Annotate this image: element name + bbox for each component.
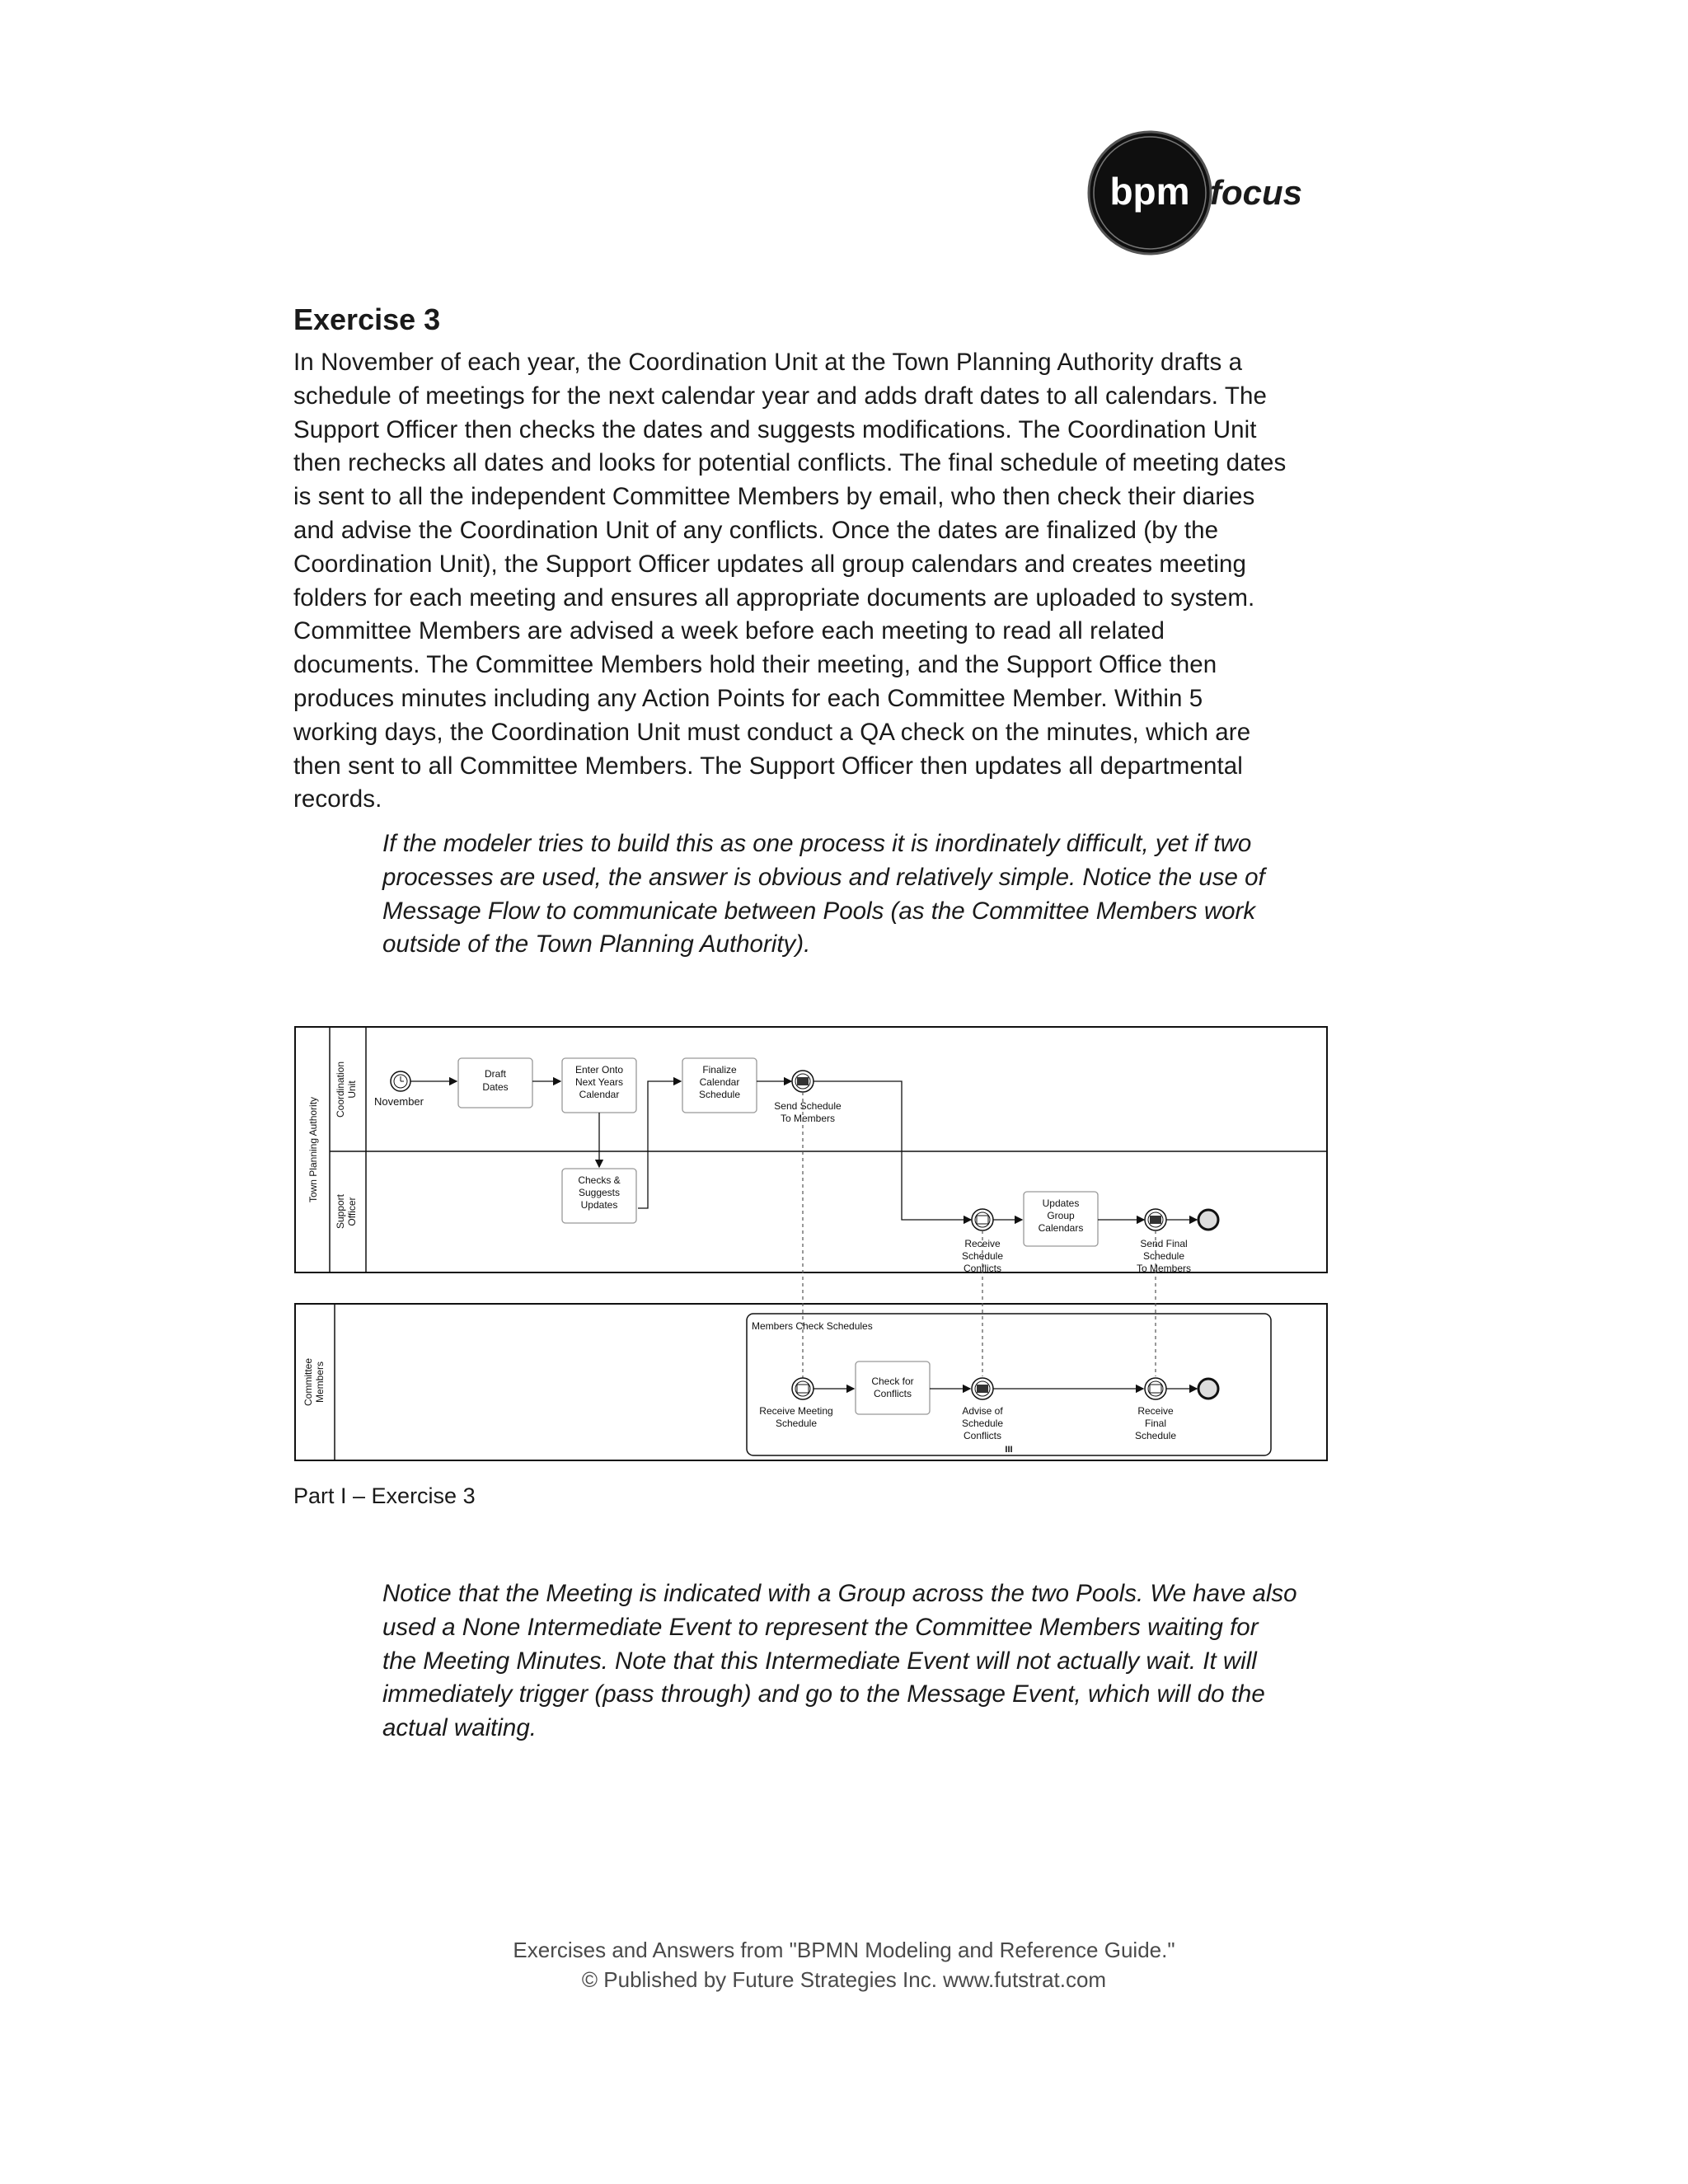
start-timer-event <box>391 1071 410 1091</box>
task-draft-dates-l2: Dates <box>482 1081 509 1093</box>
task-enter-l2: Next Years <box>574 1076 624 1088</box>
modeler-note-line: Message Flow to communicate between Pools (as the Committee Members work <box>382 897 1256 925</box>
task-updates-l1: Updates <box>1042 1197 1080 1209</box>
lane-support-label-1: Support <box>335 1193 346 1230</box>
description-line: then rechecks all dates and looks for potential conflicts. The final schedule of meeting dates <box>293 449 1287 477</box>
description-line: then sent to all Committee Members. The Support Officer then updates all departmental <box>293 752 1243 780</box>
receive-meeting-event <box>792 1378 814 1399</box>
description-line: In November of each year, the Coordination Unit at the Town Planning Authority drafts a <box>293 349 1243 376</box>
task-enter-l1: Enter Onto <box>574 1064 624 1076</box>
description-line: Support Officer then checks the dates and suggests modifications. The Coordination Unit <box>293 415 1257 443</box>
receive-conflicts-l1: Receive <box>964 1238 1001 1249</box>
send-final-l2: Schedule <box>1142 1250 1185 1262</box>
exercise-description <box>293 346 1340 817</box>
pool-cm-label-2: Members <box>314 1361 326 1404</box>
send-final-l3: To Members <box>1136 1263 1192 1274</box>
subprocess-label: Members Check Schedules <box>752 1320 873 1332</box>
pool-town-planning-authority <box>295 1027 1327 1272</box>
send-schedule-l1: Send Schedule <box>774 1100 842 1112</box>
group-note-line: used a None Intermediate Event to represent the Committee Members waiting for <box>382 1613 1259 1641</box>
group-note-line: Notice that the Meeting is indicated with a Group across the two Pools. We have also <box>382 1580 1297 1607</box>
logo-bpm-text: bpm <box>1109 170 1190 213</box>
send-schedule-l2: To Members <box>780 1113 836 1124</box>
description-line: schedule of meetings for the next calendar year and adds draft dates to all calendars. The <box>293 382 1267 410</box>
task-check-conflicts-l1: Check for <box>871 1376 914 1387</box>
receive-final-l3: Schedule <box>1134 1430 1177 1441</box>
description-line: records. <box>293 785 382 813</box>
task-check-conflicts-l2: Conflicts <box>873 1388 912 1399</box>
bpmn-diagram <box>292 1022 1330 1467</box>
receive-conflicts-l3: Conflicts <box>963 1263 1002 1274</box>
advise-l1: Advise of <box>962 1405 1003 1417</box>
task-updates-l2: Group <box>1047 1210 1075 1221</box>
receive-conflicts-l2: Schedule <box>961 1250 1004 1262</box>
figure-caption: Part I – Exercise 3 <box>293 1483 476 1508</box>
description-line: produces minutes including any Action Points for each Committee Member. Within 5 <box>293 684 1203 712</box>
send-final-l1: Send Final <box>1140 1238 1188 1249</box>
description-line: Committee Members are advised a week before each meeting to read all related <box>293 617 1165 645</box>
receive-final-l1: Receive <box>1137 1405 1174 1417</box>
receive-conflicts-event <box>972 1209 993 1230</box>
pool-cm-label-1: Committee <box>302 1357 314 1407</box>
description-line: folders for each meeting and ensures all appropriate documents are uploaded to system. <box>293 583 1255 612</box>
description-line: is sent to all the independent Committee Members by email, who then check their diaries <box>293 483 1255 511</box>
task-checks-l1: Checks & <box>578 1174 621 1186</box>
task-finalize-l3: Schedule <box>698 1089 741 1100</box>
description-line: documents. The Committee Members hold their meeting, and the Support Office then <box>293 651 1217 679</box>
send-schedule-event <box>792 1071 814 1092</box>
task-draft-dates-l1: Draft <box>484 1068 507 1080</box>
receive-final-event <box>1145 1378 1166 1399</box>
task-enter-l3: Calendar <box>579 1089 620 1100</box>
footer-line-1: Exercises and Answers from "BPMN Modeling and Reference Guide." <box>513 1938 1175 1962</box>
task-updates-l3: Calendars <box>1038 1222 1084 1234</box>
pool-tpa-label: Town Planning Authority <box>307 1096 319 1203</box>
description-line: working days, the Coordination Unit must conduct a QA check on the minutes, which are <box>293 718 1251 746</box>
task-checks-l2: Suggests <box>578 1187 621 1198</box>
november-label: November <box>374 1095 424 1108</box>
task-finalize-l2: Calendar <box>699 1076 740 1088</box>
advise-l3: Conflicts <box>963 1430 1002 1441</box>
send-final-event <box>1145 1209 1166 1230</box>
task-finalize-l1: Finalize <box>702 1064 737 1076</box>
end-event-cm <box>1198 1379 1218 1399</box>
receive-meeting-l1: Receive Meeting <box>759 1405 833 1417</box>
logo-focus-text: focus <box>1210 173 1303 212</box>
advise-conflicts-event <box>972 1378 993 1399</box>
page-footer <box>349 1935 1339 1994</box>
bpm-focus-logo <box>1078 124 1350 264</box>
lane-coordination-label-1: Coordination <box>335 1061 346 1118</box>
modeler-note-line: outside of the Town Planning Authority). <box>382 930 811 958</box>
multi-instance-marker: III <box>1005 1445 1013 1455</box>
lane-support-label-2: Officer <box>346 1197 358 1226</box>
task-checks-l3: Updates <box>580 1199 618 1211</box>
end-event-tpa <box>1198 1210 1218 1230</box>
modeler-note-line: If the modeler tries to build this as one process it is inordinately difficult, yet if two <box>382 830 1252 857</box>
advise-l2: Schedule <box>961 1418 1004 1429</box>
description-line: Coordination Unit), the Support Officer updates all group calendars and creates meeting <box>293 550 1247 578</box>
group-note-line: immediately trigger (pass through) and go to the Message Event, which will do the <box>382 1680 1265 1708</box>
receive-final-l2: Final <box>1144 1418 1167 1429</box>
subprocess-members-check-schedules <box>747 1314 1271 1455</box>
exercise-title: Exercise 3 <box>293 302 441 336</box>
group-note-line: the Meeting Minutes. Note that this Intermediate Event will not actually wait. It will <box>382 1647 1257 1675</box>
receive-meeting-l2: Schedule <box>775 1418 818 1429</box>
footer-line-2: © Published by Future Strategies Inc. www.futstrat.com <box>581 1967 1107 1992</box>
group-note <box>382 1577 1339 1746</box>
modeler-note-line: processes are used, the answer is obvious and relatively simple. Notice the use of <box>382 863 1265 891</box>
description-line: and advise the Coordination Unit of any conflicts. Once the dates are finalized (by the <box>293 516 1219 544</box>
group-note-line: actual waiting. <box>382 1714 537 1742</box>
modeler-note <box>382 827 1330 962</box>
lane-coordination-label-2: Unit <box>346 1080 358 1099</box>
